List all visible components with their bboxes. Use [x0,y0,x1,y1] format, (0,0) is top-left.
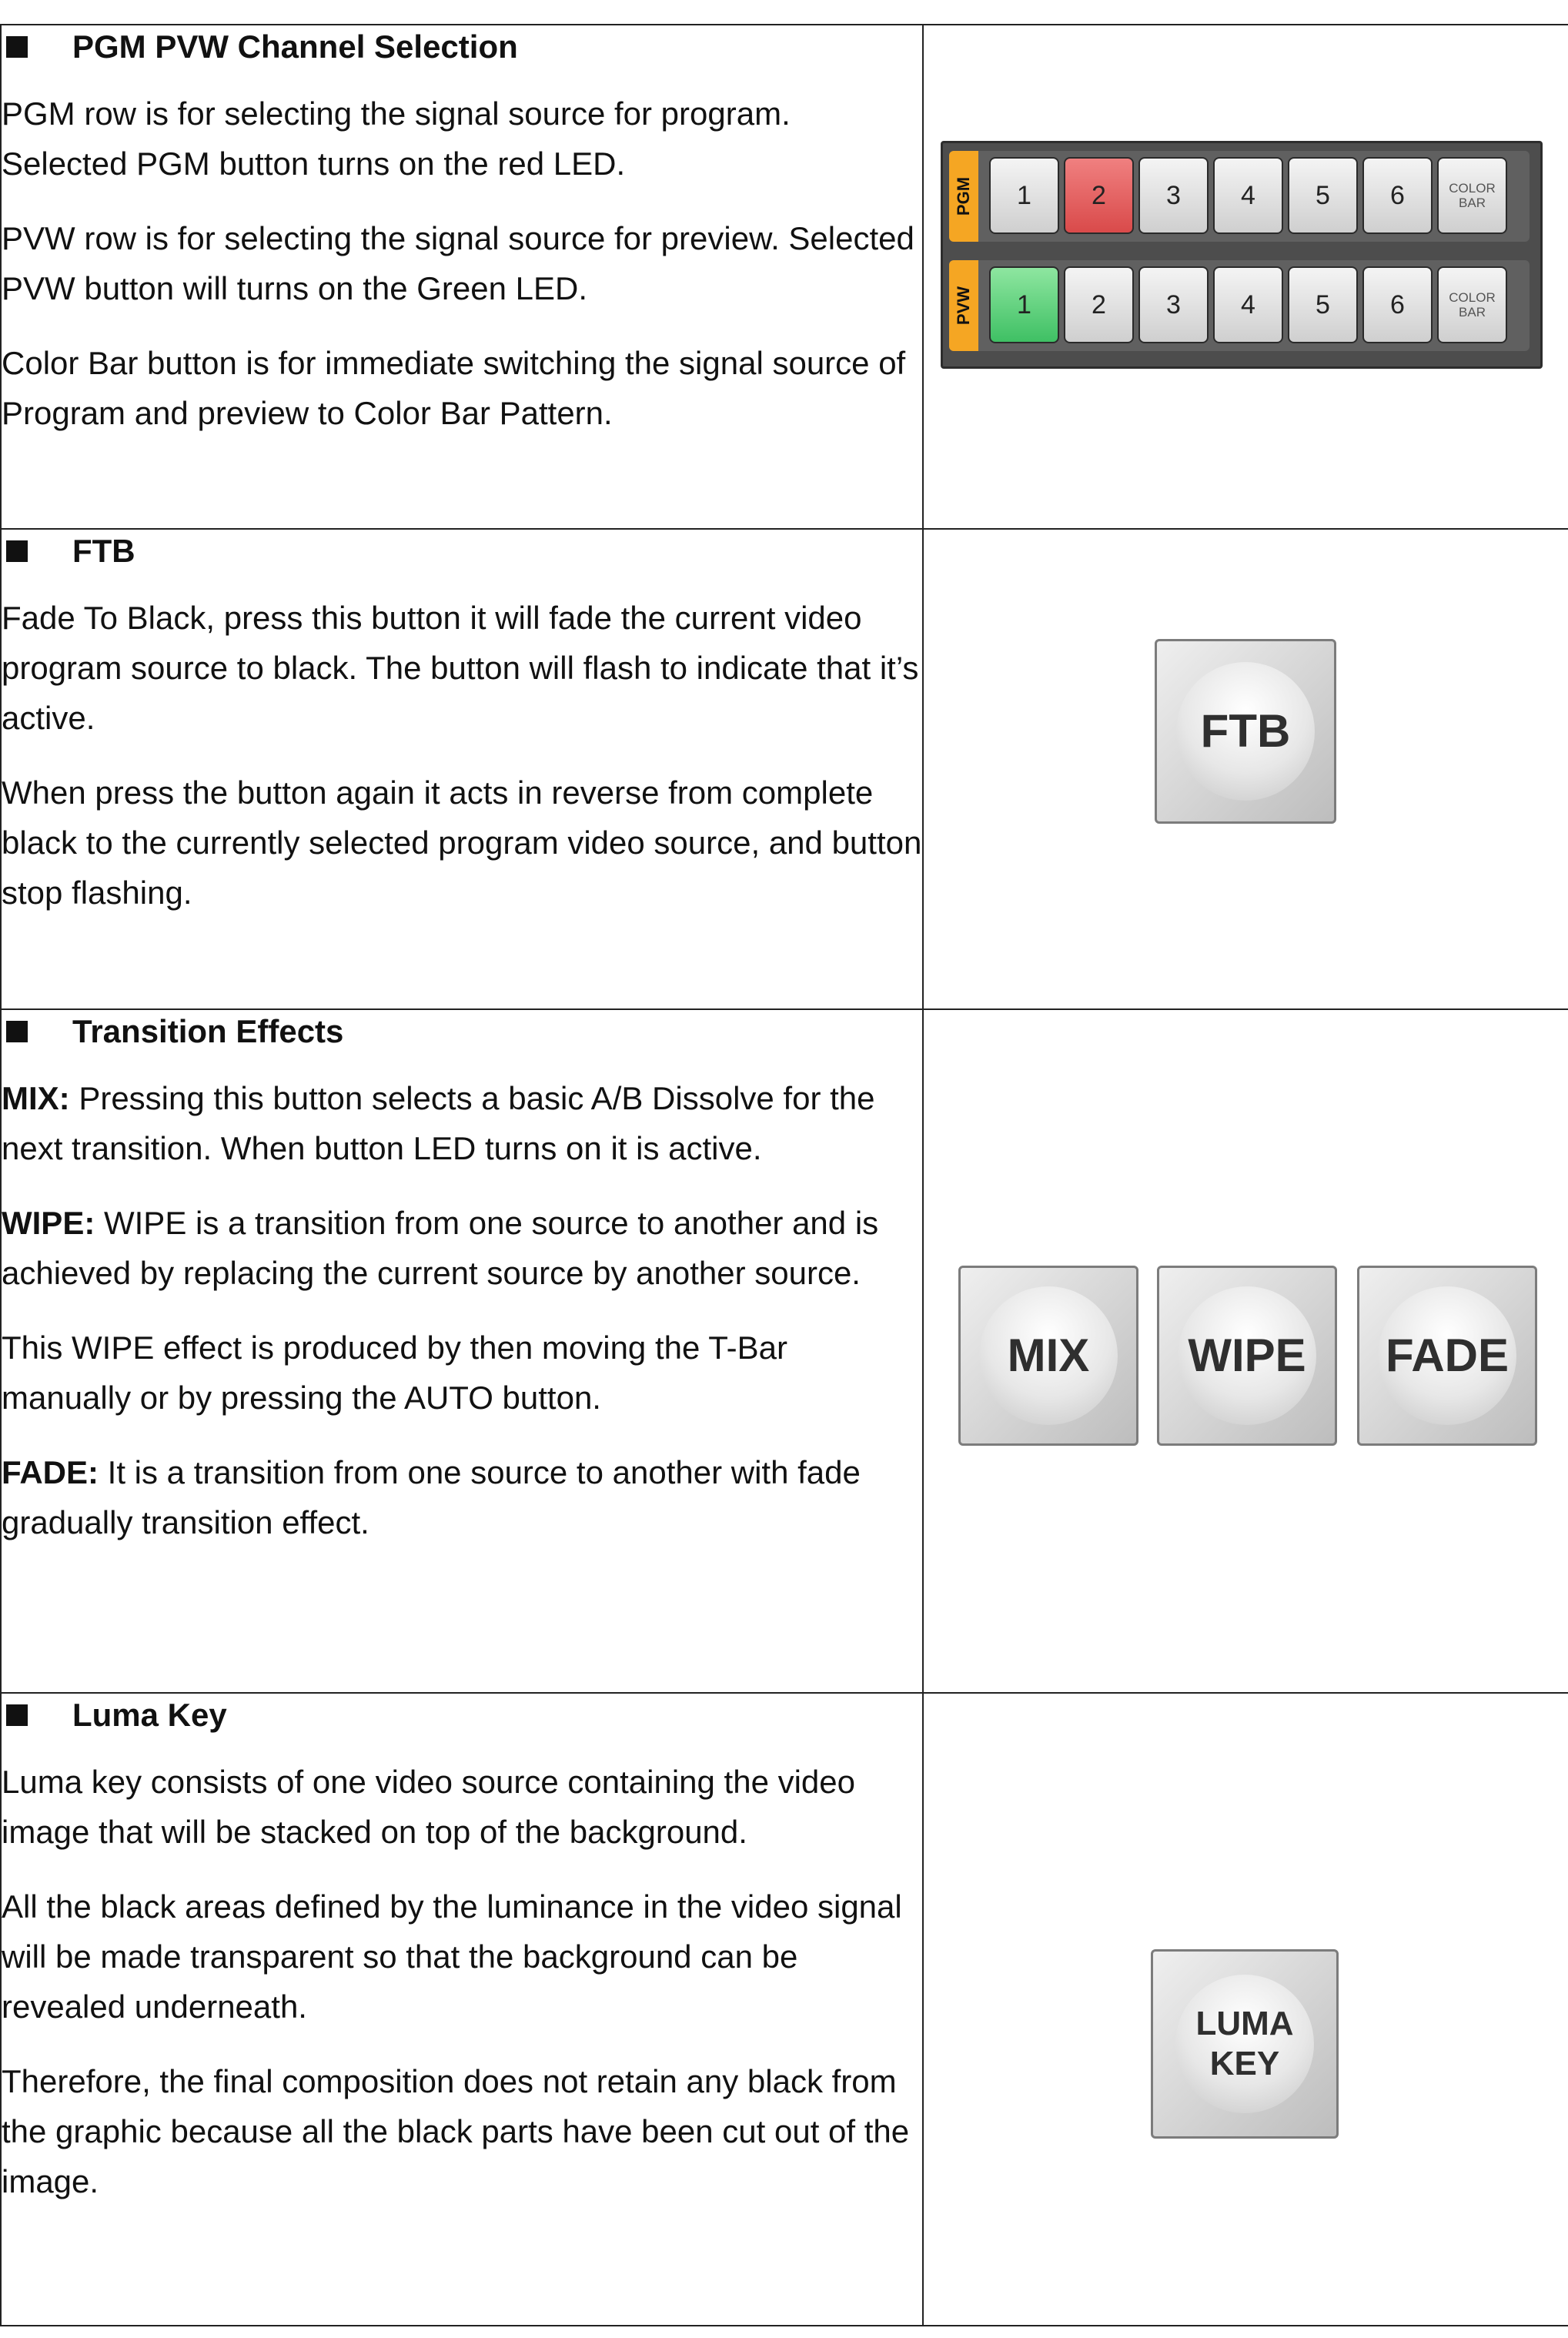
cell-image [923,1693,1568,2326]
paragraph-wipe-detail: This WIPE effect is produced by then moving the T-Bar manually or by pressing the AUTO button. [2,1330,787,1416]
cell-text [1,1009,923,1693]
pgm-key-5[interactable]: 5 [1288,157,1358,234]
pvw-bus [949,260,1530,351]
pvw-key-color-bar[interactable]: COLOR BAR [1437,266,1507,343]
bullet-square-icon [6,1704,28,1726]
cell-image [923,25,1568,529]
paragraph: Color Bar button is for immediate switching the signal source of Program and preview to Color Bar Pattern. [2,345,906,431]
pgm-key-2[interactable]: 2 [1064,157,1134,234]
paragraph: Therefore, the final composition does not retain any black from the graphic because all the black parts have been cut out of the image. [2,2063,910,2199]
pvw-key-1[interactable]: 1 [989,266,1059,343]
bullet-square-icon [6,1021,28,1042]
pvw-key-3[interactable]: 3 [1138,266,1209,343]
section-heading: FTB [2,530,922,573]
mix-button[interactable]: MIX [958,1266,1138,1446]
pgm-key-1[interactable]: 1 [989,157,1059,234]
pgm-bus [949,151,1530,242]
row-transition-effects [1,1009,1568,1693]
cell-image [923,529,1568,1009]
pvw-key-5[interactable]: 5 [1288,266,1358,343]
paragraph-wipe: WIPE: WIPE is a transition from one source to another and is achieved by replacing the current source by another source. [2,1205,879,1291]
bullet-square-icon [6,36,28,58]
bullet-square-icon [6,540,28,562]
channel-panel [941,141,1543,369]
row-pgm-pvw [1,25,1568,529]
pvw-key-4[interactable]: 4 [1213,266,1283,343]
section-heading: PGM PVW Channel Selection [2,25,922,69]
paragraph: All the black areas defined by the luminance in the video signal will be made transparent so that the background can be revealed underneath. [2,1888,902,2025]
paragraph-fade: FADE: It is a transition from one source to another with fade gradually transition effect. [2,1454,861,1540]
row-ftb [1,529,1568,1009]
paragraph: Fade To Black, press this button it will fade the current video program source to black. The button will flash to indicate that it’s active. [2,600,919,736]
pvw-tag: PVW [949,260,978,351]
ftb-button[interactable]: FTB [1155,639,1336,824]
pvw-key-6[interactable]: 6 [1362,266,1433,343]
paragraph-mix: MIX: Pressing this button selects a basic A/B Dissolve for the next transition. When button LED turns on it is active. [2,1080,875,1166]
pgm-key-4[interactable]: 4 [1213,157,1283,234]
section-heading: Luma Key [2,1694,922,1737]
cell-text [1,1693,923,2326]
document-table [0,24,1568,2326]
wipe-button[interactable]: WIPE [1157,1266,1337,1446]
luma-key-button[interactable]: LUMA KEY [1151,1949,1339,2139]
pgm-tag: PGM [949,151,978,242]
paragraph: Luma key consists of one video source containing the video image that will be stacked on top of the background. [2,1764,856,1850]
pgm-key-color-bar[interactable]: COLOR BAR [1437,157,1507,234]
pgm-key-6[interactable]: 6 [1362,157,1433,234]
paragraph: PVW row is for selecting the signal source for preview. Selected PVW button will turns on the Green LED. [2,220,914,306]
section-heading: Transition Effects [2,1010,922,1053]
cell-image [923,1009,1568,1693]
fade-button[interactable]: FADE [1357,1266,1537,1446]
row-luma-key [1,1693,1568,2326]
cell-text [1,25,923,529]
cell-text [1,529,923,1009]
pgm-key-3[interactable]: 3 [1138,157,1209,234]
pvw-key-2[interactable]: 2 [1064,266,1134,343]
paragraph: When press the button again it acts in reverse from complete black to the currently selected program video source, and button stop flashing. [2,774,922,911]
paragraph: PGM row is for selecting the signal source for program. Selected PGM button turns on the red LED. [2,95,791,182]
